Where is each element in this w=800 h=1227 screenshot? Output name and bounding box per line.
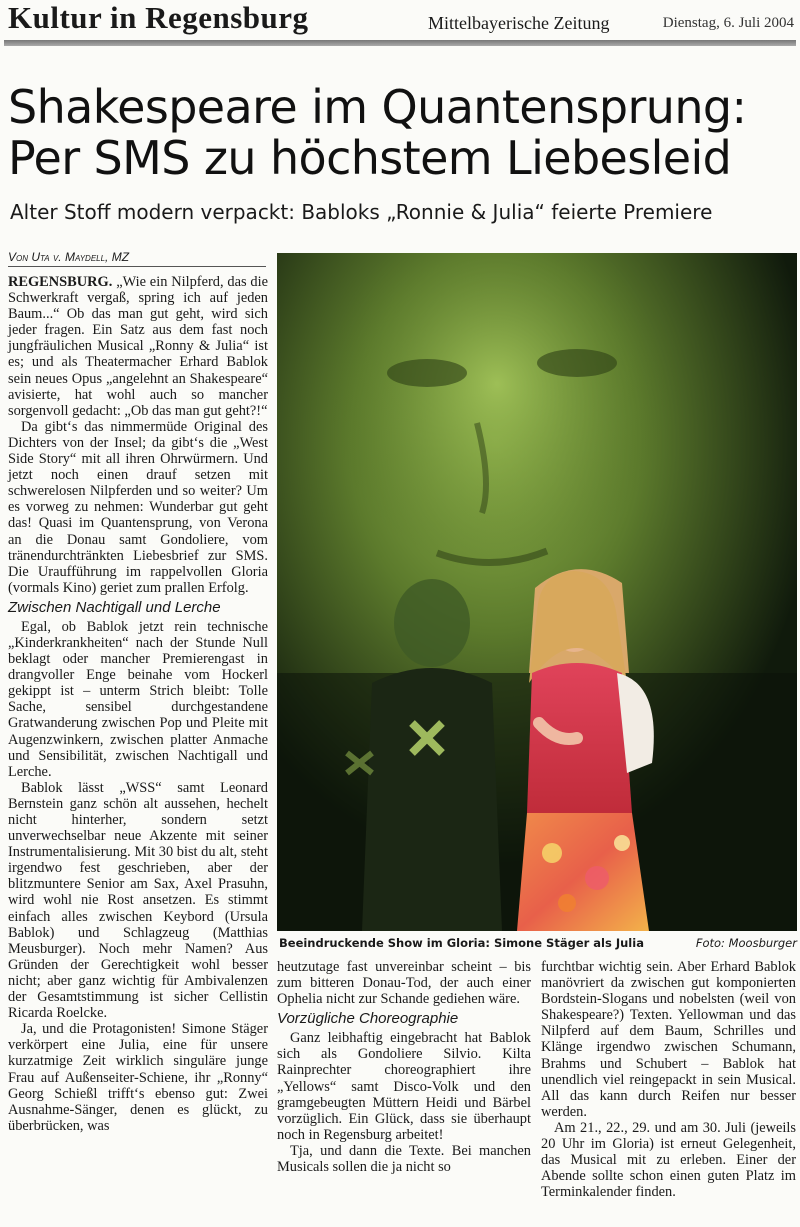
photo-caption-row <box>277 936 797 954</box>
newspaper-name: Mittelbayerische Zeitung <box>428 13 610 33</box>
subheadline: Alter Stoff modern verpackt: Babloks „Ronnie & Julia“ feierte Premiere <box>10 200 713 224</box>
masthead-rule <box>4 40 796 46</box>
paragraph: Ja, und die Protagonisten! Simone Stäger verkörpert eine Julia, eine für unsere kurzatmige Zeit wirklich singuläre junge Frau auf Außenseiter-Schiene, ihr „Ronny“ Georg Schießl trifft‘s ebenso gut: Zwei Ausnahme-Sänger, denen es glückt, zu überbrücken, was <box>8 1021 268 1134</box>
paragraph: Bablok lässt „WSS“ samt Leonard Bernstein ganz schön alt aussehen, hechelt nicht hinterher, sondern setzt unverwechselbar neue Akzente mit seiner Instrumentalisierung. Mit 30 bist du alt, steht irgendwo fest geschrieben, aber der blitzmuntere Senior am Sax, Axel Prasuhn, wird wohl nie Rost ansetzen. Es stimmt einfach alles zwischen Keybord (Ursula Bablok) und Schlagzeug (Matthias Meusburger). Noch mehr Namen? Aus Gründen der Gerechtigkeit wohl besser nicht; aber ganz wichtig für Ambivalenzen der Gesamtstimmung ist sicher Cellistin Ricarda Roelcke. <box>8 779 268 1022</box>
byline: Von Uta v. Maydell, MZ <box>8 250 266 267</box>
paragraph-text: „Wie ein Nilpferd, das die Schwerkraft vergaß, spring ich auf jeden Baum...“ Ob das man gut geht, wird sich jeder fragen. Ein Satz aus dem fast noch jungfräulichen Musical „Ronny & Julia“ ist es; und als Theatermacher Erhard Bablok sein neues Opus „angelehnt an Shakespeare“ avisierte, hat wohl auch so mancher sorgenvoll gedacht: „Ob das man gut geht?!“ <box>8 274 268 419</box>
stage-photo-image <box>277 253 797 931</box>
intertitle: Vorzügliche Choreographie <box>277 1010 459 1028</box>
intertitle: Zwischen Nachtigall und Lerche <box>8 598 221 616</box>
dateline-location: REGENSBURG. <box>8 274 113 290</box>
section-title: Kultur in Regensburg <box>8 0 309 35</box>
paragraph: Tja, und dann die Texte. Bei manchen Musicals sollen die ja nicht so <box>277 1142 531 1176</box>
headline-line-2: Per SMS zu höchstem Liebesleid <box>8 131 732 185</box>
stage-photo <box>277 253 797 931</box>
paragraph: heutzutage fast unvereinbar scheint – bis zum bitteren Donau-Tod, der auch einer Ophelia nicht zur Schande gediehen wäre. <box>277 959 531 1008</box>
issue-date: Dienstag, 6. Juli 2004 <box>662 15 794 31</box>
article-column-1 <box>8 274 268 1134</box>
photo-caption: Beeindruckende Show im Gloria: Simone Stäger als Julia <box>279 936 644 950</box>
paragraph: furchtbar wichtig sein. Aber Erhard Bablok manövriert da zwischen gut komponierten Bordstein-Slogans und nobelsten (weil von Shakespeare?) Texten. Yellowman und das Nilpferd auf dem Baum, Schrilles und Klänge irgendwo zwischen Schumann, Brahms und Schubert – Bablok hat unendlich viel reingepackt in sein Musical. All das kann durch Reifen nur besser werden. <box>541 959 796 1120</box>
article-column-2 <box>277 959 531 1175</box>
headline <box>8 82 798 184</box>
paragraph: Ganz leibhaftig eingebracht hat Bablok sich als Gondoliere Silvio. Kilta Rainprechter choreographiert ihre „Yellows“ samt Disco-Volk und den gramgebeugten Müttern Heidi und Bärbel vorzüglich. Ein Glück, dass sie überhaupt noch in Regensburg arbeitet! <box>277 1030 531 1143</box>
photo-credit: Foto: Moosburger <box>695 936 797 950</box>
article-column-3 <box>541 959 796 1200</box>
masthead <box>6 0 796 36</box>
paragraph: Egal, ob Bablok jetzt rein technische „Kinderkrankheiten“ nach der Stunde Null beklagt oder mancher Premierengast in drangvoller Enge beinahe vom Hockerl gekippt ist – unterm Strich bleibt: Tolle Sache, sensibel durchgestandene Gratwanderung zwischen Pop und Pleite mit Augenzwinkern, zwischen platter Anmache und Sensibilität, zwischen Nachtigall und Lerche. <box>8 618 268 780</box>
paragraph <box>8 274 268 419</box>
paragraph: Da gibt‘s das nimmermüde Original des Dichters von der Insel; da gibt‘s die „West Side Story“ mit all ihren Ohrwürmern. Und jetzt noch einen drauf setzen mit schwerelosen Nilpferden und so weiter? Um es vorweg zu nehmen: Wunderbar gut geht das! Quasi im Quantensprung, von Verona an die Donau samt Gondoliere, vom tränendurchtränkten Liebesbrief zur SMS. Die Uraufführung im rappelvollen Gloria (vormals Kino) geriet zum prallen Erfolg. <box>8 418 268 596</box>
headline-line-1: Shakespeare im Quantensprung: <box>8 80 747 134</box>
paragraph: Am 21., 22., 29. und am 30. Juli (jeweils 20 Uhr im Gloria) ist erneut Gelegenheit, das Musical mit zu erleben. Einer der Abende sollte schon einen guten Platz im Terminkalender finden. <box>541 1119 796 1201</box>
